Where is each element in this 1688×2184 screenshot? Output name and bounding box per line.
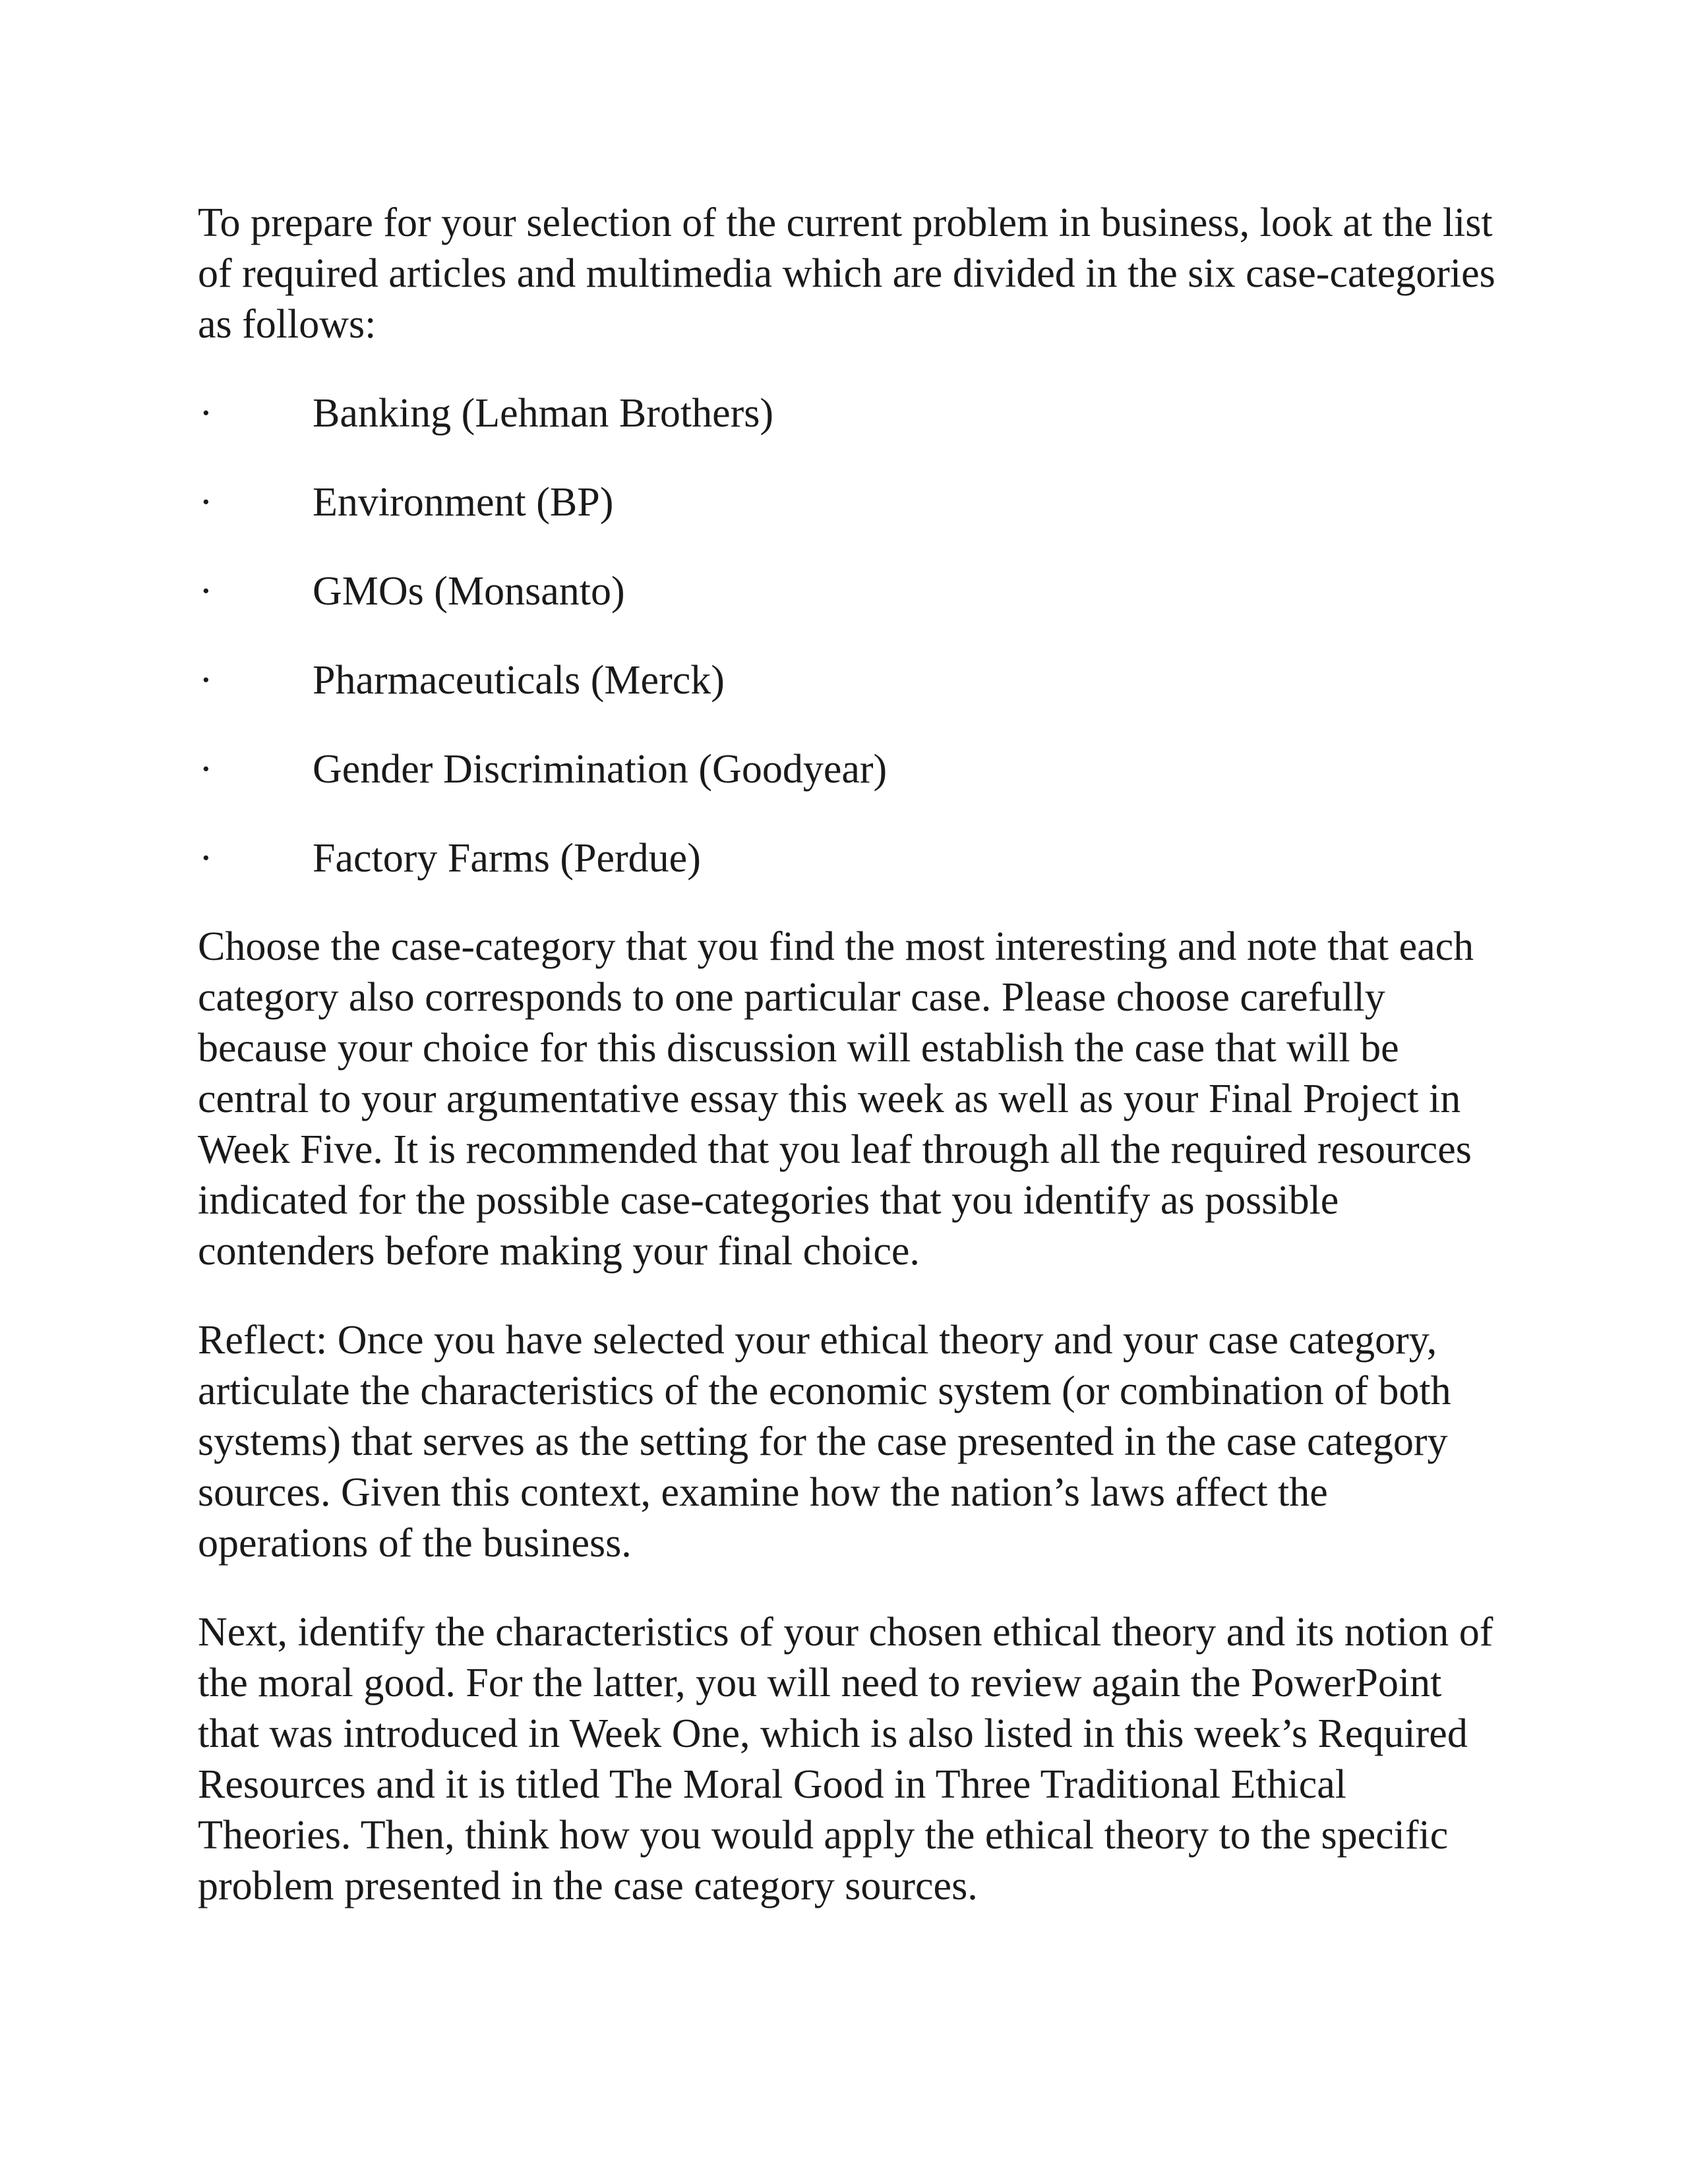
reflect-paragraph: Reflect: Once you have selected your ethical theory and your case category, articulate the characteristics of the economic system (or combination of both systems) that serves as the setting for the case presented in the case category sources. Given this context, examine how the nation’s laws affect the operations of the business. — [198, 1318, 1451, 1566]
bullet-icon: · — [199, 747, 213, 792]
category-label: GMOs (Monsanto) — [313, 569, 625, 614]
next-paragraph: Next, identify the characteristics of your chosen ethical theory and its notion of the moral good. For the latter, you will need to review again the PowerPoint that was introduced in Week One, which is also listed in this week’s Required Resources and it is titled The Moral Good in Three Traditional Ethical Theories. Then, think how you would apply the ethical theory to the specific problem presented in the case category sources. — [198, 1610, 1493, 1908]
case-category-list — [198, 388, 1503, 884]
list-item — [198, 566, 1503, 617]
choose-paragraph: Choose the case-category that you find the most interesting and note that each category also corresponds to one particular case. Please choose carefully because your choice for this discussion will establish the case that will be central to your argumentative essay this week as well as your Final Project in Week Five. It is recommended that you leaf through all the required resources indicated for the possible case-categories that you identify as possible contenders before making your final choice. — [198, 924, 1474, 1274]
category-label: Banking (Lehman Brothers) — [313, 391, 774, 436]
intro-paragraph: To prepare for your selection of the current problem in business, look at the list of required articles and multimedia which are divided in the six case-categories as follows: — [198, 200, 1495, 347]
list-item — [198, 388, 1503, 439]
list-item — [198, 477, 1503, 528]
bullet-icon: · — [199, 569, 213, 614]
category-label: Pharmaceuticals (Merck) — [313, 658, 725, 703]
list-item — [198, 744, 1503, 795]
category-label: Gender Discrimination (Goodyear) — [313, 747, 888, 792]
list-item — [198, 655, 1503, 706]
bullet-icon: · — [199, 391, 213, 436]
list-item — [198, 833, 1503, 884]
document-page — [198, 198, 1503, 1950]
category-label: Factory Farms (Perdue) — [313, 836, 701, 881]
bullet-icon: · — [199, 480, 213, 525]
category-label: Environment (BP) — [313, 480, 614, 525]
bullet-icon: · — [199, 658, 213, 703]
bullet-icon: · — [199, 836, 213, 881]
